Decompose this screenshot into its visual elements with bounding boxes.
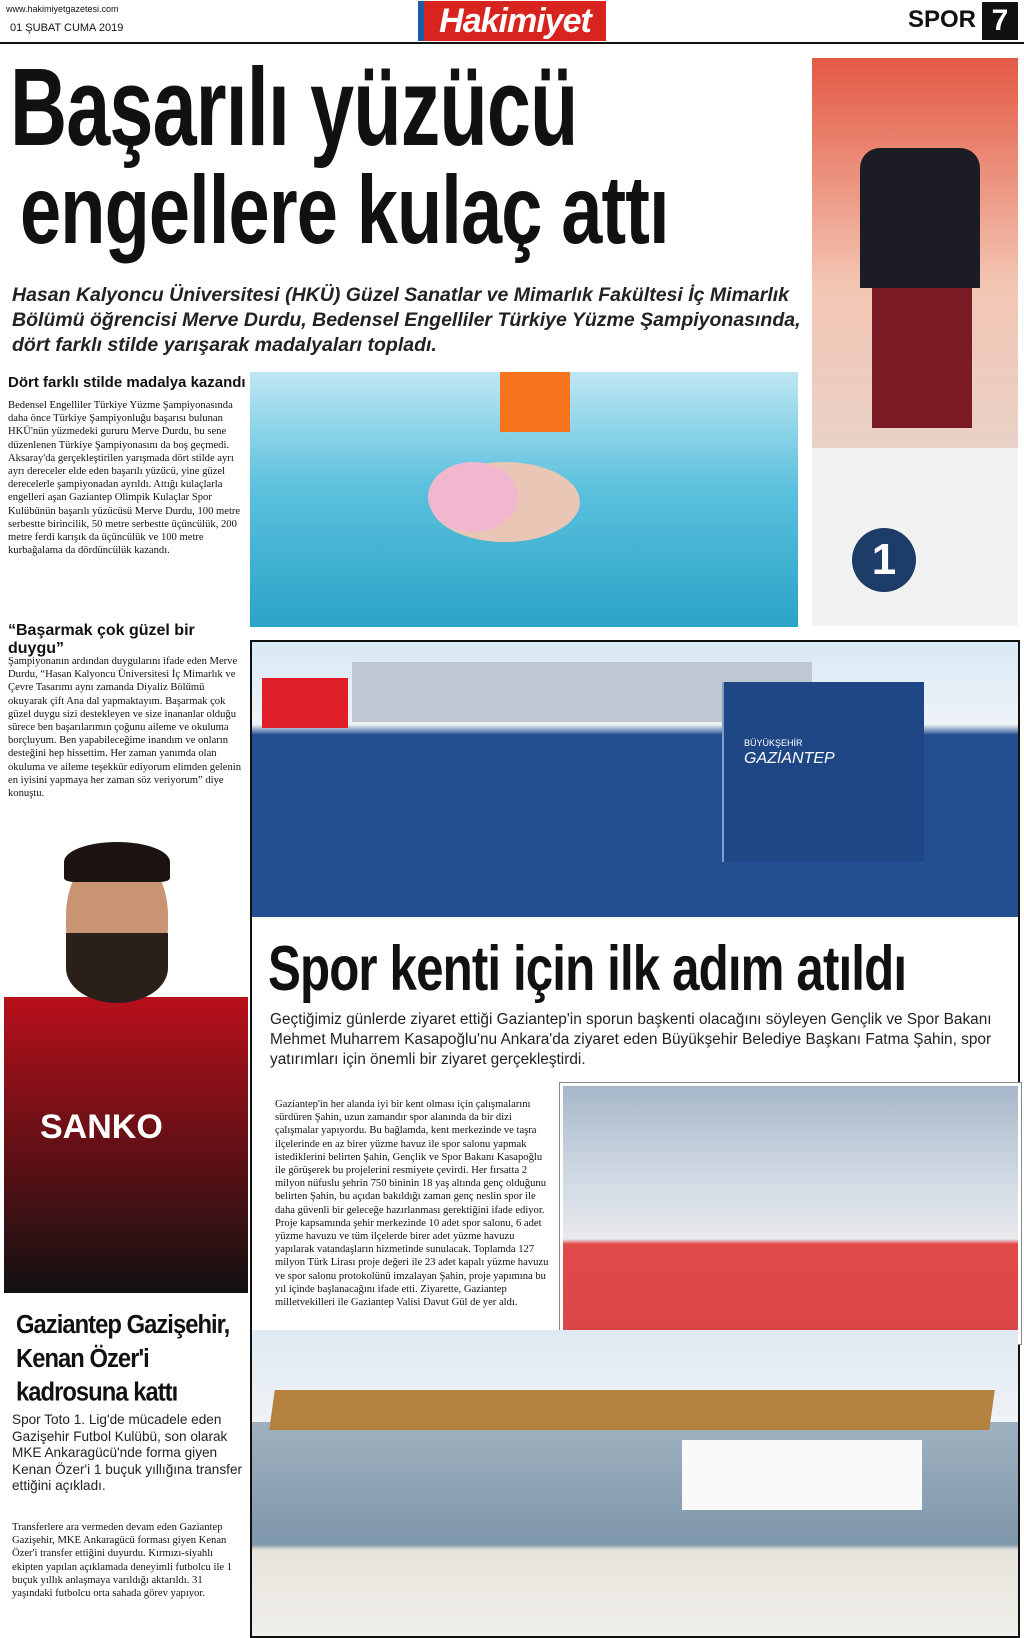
header-rule — [0, 42, 1024, 44]
jacket-shape — [860, 148, 980, 288]
sports-city-lead: Geçtiğimiz günlerde ziyaret ettiği Gaziantep'in sporun başkenti olacağını söyleyen Gençlik ve Spor Bakanı Mehmet Muharrem Kasapoğlu'nu Ankara'da ziyaret eden Büyükşehir Belediye Başkanı Fatma Şahin, spor yatırımları için önemli bir ziyaret gerçekleştirdi. — [270, 1011, 992, 1068]
transfer-body: Transferlere ara vermeden devam eden Gaziantep Gazişehir, MKE Ankaragücü forması giyen Kenan Özer'i transfer ettiğini duyurdu. Kırmızı-siyahlı ekipten yapılan açıklamada deneyimli futbolcu ile 1 buçuk yıllık anlaşmaya varıldığı aktarıldı. 31 yaşındaki futbolcu orta sahada görev yapıyor. — [12, 1522, 233, 1600]
entrance-block — [722, 682, 924, 862]
headline-transfer: Gaziantep Gazişehir, Kenan Özer'i kadrosuna kattı — [16, 1310, 230, 1407]
newspaper-logo: Hakimiyet — [418, 1, 606, 41]
headline-swimmer-line1: Başarılı yüzücü — [10, 46, 578, 170]
jersey-sponsor: SANKO — [40, 1108, 163, 1146]
swimmer-body-2: Şampiyonanın ardından duygularını ifade eden Merve Durdu, “Hasan Kalyoncu Üniversitesi İç Mimarlık ve Çevre Tasarımı aynı zamanda Diyaliz Bölümü okuyarak çift Ana dal yapmaktayım. Başarmak çok güzel duygu sizi destekleyen ve size inananlar olduğu sürece ben başarılarımın çoğunu aileme ve okuluma borçluyum. Ben yapabileceğime inandım ve onların desteğini hep hissettim. Her zaman yanımda olan okuluma ve aileme teşekkür ediyorum elimden gelenin en iyisini yapmaya her zaman söz veriyorum” diye konuştu. — [8, 656, 241, 800]
turkish-flag — [262, 678, 348, 728]
swimmer-subhead-quote: “Başarmak çok güzel bir duygu” — [8, 622, 195, 657]
swimmer-body-1: Bedensel Engelliler Türkiye Yüzme Şampiyonasında daha önce Türkiye Şampiyonluğu başarısı bulunan HKÜ'nün yüzmedeki gururu Merve Durdu, bu sene düzenlenen Türkiye Şampiyonasını da boş geçmedi. Aksaray'da gerçekleştirilen yarışmada dört stilde ayrı ayrı dereceler elde eden başarılı yüzücü, yine güzel derecelerle şampiyonadan ayrıldı. Attığı kulaçlarla engelleri aşan Gaziantep Olimpik Kulaçlar Spor Kulübünün başarılı yüzücüsü Merve Durdu, 100 metre serbestte birincilik, 50 metre serbestte üçüncülük, 200 metre ferdi karışık da üçüncülük ve 100 metre kurbağalama da dördüncülük kazandı. — [8, 400, 241, 557]
headline-swimmer-line2: engellere kulaç attı — [20, 156, 669, 265]
swimming-photo — [250, 372, 798, 627]
section-label: SPOR — [908, 6, 977, 33]
website-url: www.hakimiyetgazetesi.com — [6, 4, 119, 14]
fins-shape — [500, 372, 570, 432]
sports-city-body: Gaziantep'in her alanda iyi bir kent olması için çalışmalarını sürdüren Şahin, uzun zamandır spor alanında da bir dizi çalışmalar yapıyordu. Bu bağlamda, kent merkezinde ve taşra ilçelerinde en az birer yüzme havuz ile spor salonu yapmak istediklerini belirten Şahin, Gençlik ve Spor Bakanı Kasapoğlu ile görüşerek bu projelerini resmiyete çevirdi. Her fırsatta 2 milyon nüfuslu şehrin 750 bininin 18 yaş altında genç olduğunu belirten Şahin, bu açıdan bakıldığı zaman genç neslin spor ile daha güvenli bir geleceğe hazırlanması gerektiğini ifade ediyor. Proje kapsamında şehir merkezinde 10 adet spor salonu, 6 adet yüzme havuzu ve tüm ilçelerde birer adet yüzme havuzu yapılarak vatandaşların hizmetinde sunulacak. Toplamda 127 milyon Türk Lirası proje değeri ile 23 adet kapalı yüzme havuzu ve spor salonu protokolünü imzalayan Şahin, proje yapımına bu yıl içinde başlanacağını ifade etti. Ziyarette, Gaziantep milletvekilleri ile Gaziantep Valisi Davut Gül de yer aldı. — [275, 1099, 549, 1309]
swim-cap-shape — [428, 462, 518, 532]
beard-shape — [66, 933, 168, 1003]
mural-panel — [682, 1440, 922, 1510]
headline-sports-city: Spor kenti için ilk adım atıldı — [268, 932, 907, 1004]
podium-number: 1 — [852, 528, 916, 592]
page-number: 7 — [982, 2, 1018, 40]
wooden-roof-shape — [269, 1390, 995, 1430]
swimmer-portrait-photo — [812, 58, 1018, 626]
podium-shape — [812, 448, 1018, 626]
indoor-court-render — [560, 1083, 1021, 1344]
gym-sign: GAZİANTEP — [744, 750, 835, 767]
footballer-photo — [4, 838, 248, 1293]
swimming-pool-building-render — [252, 1330, 1018, 1636]
transfer-lead: Spor Toto 1. Lig'de mücadele eden Gazişehir Futbol Kulübü, son olarak MKE Ankaragücü'nde forma giyen Kenan Özer'i 1 buçuk yıllığına transfer ettiğini açıkladı. — [12, 1412, 243, 1493]
issue-date: 01 ŞUBAT CUMA 2019 — [10, 22, 124, 34]
gym-sign-small: BÜYÜKŞEHİR — [744, 738, 803, 748]
pants-shape — [872, 288, 972, 428]
swimmer-lead: Hasan Kalyoncu Üniversitesi (HKÜ) Güzel Sanatlar ve Mimarlık Fakültesi İç Mimarlık Bölümü öğrencisi Merve Durdu, Bedensel Engelliler Türkiye Yüzme Şampiyonasında, dört farklı stilde yarışarak madalyaları topladı. — [12, 284, 801, 356]
sports-hall-render — [252, 642, 1018, 917]
hair-shape — [64, 842, 170, 882]
swimmer-subhead-medals: Dört farklı stilde madalya kazandı — [8, 374, 246, 391]
